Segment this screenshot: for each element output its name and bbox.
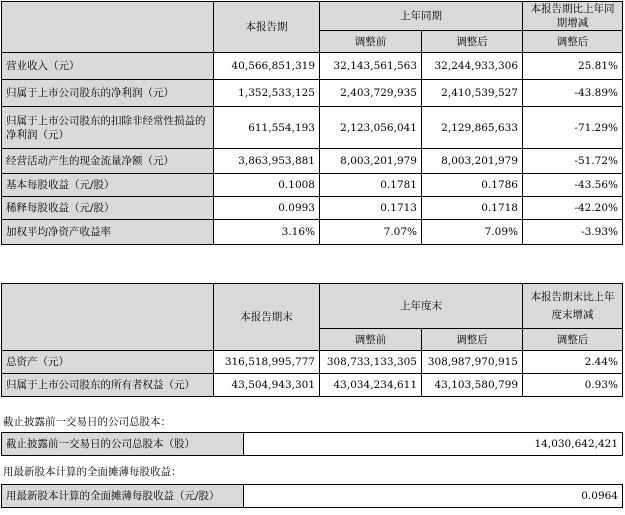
row-value: 7.09%	[422, 220, 523, 245]
row-label: 经营活动产生的现金流量净额（元）	[2, 149, 214, 174]
row-label: 归属于上市公司股东的扣除非经常性损益的净利润（元）	[2, 107, 214, 149]
row-value: -51.72%	[523, 149, 623, 174]
header-after-adjust: 调整后	[422, 31, 523, 53]
diluted-eps-label: 用最新股本计算的全面摊薄每股收益（元/股）	[2, 485, 244, 508]
header-period-end: 本报告期末	[214, 284, 320, 351]
row-label: 基本每股收益（元/股）	[2, 174, 214, 197]
income-table	[1, 1, 623, 245]
header-blank	[2, 284, 214, 351]
header-prev-period: 上年同期	[320, 2, 523, 31]
row-label: 归属于上市公司股东的净利润（元）	[2, 80, 214, 107]
row-value: 0.1718	[422, 197, 523, 220]
row-value: 308,987,970,915	[422, 351, 523, 374]
header-change: 本报告期比上年同期增减	[523, 2, 623, 31]
row-value: 32,244,933,306	[422, 53, 523, 80]
row-label: 总资产（元）	[2, 351, 214, 374]
header-current-period: 本报告期	[214, 2, 320, 53]
note-diluted-eps: 用最新股本计算的全面摊薄每股收益：	[3, 466, 182, 478]
total-shares-value: 14,030,642,421	[244, 433, 623, 456]
header-after-adjust-change: 调整后	[523, 31, 623, 53]
row-value: 43,034,234,611	[320, 374, 422, 397]
table-row	[2, 197, 623, 220]
total-shares-label: 截止披露前一交易日的公司总股本（股）	[2, 433, 244, 456]
row-label: 稀释每股收益（元/股）	[2, 197, 214, 220]
row-value: -71.29%	[523, 107, 623, 149]
row-label: 营业收入（元）	[2, 53, 214, 80]
row-value: 2.44%	[523, 351, 623, 374]
row-value: 43,504,943,301	[214, 374, 320, 397]
row-value: 8,003,201,979	[422, 149, 523, 174]
total-shares-table	[1, 432, 623, 456]
table-row	[2, 149, 623, 174]
table-row	[2, 80, 623, 107]
header-after-adjust: 调整后	[422, 329, 523, 351]
row-value: -3.93%	[523, 220, 623, 245]
row-value: 2,403,729,935	[320, 80, 422, 107]
table-row	[2, 174, 623, 197]
row-value: 0.0993	[214, 197, 320, 220]
note-total-shares: 截止披露前一交易日的公司总股本：	[3, 416, 171, 428]
income-table-body	[2, 53, 623, 245]
row-value: 43,103,580,799	[422, 374, 523, 397]
table-row	[2, 107, 623, 149]
row-value: 25.81%	[523, 53, 623, 80]
row-value: -43.89%	[523, 80, 623, 107]
table-row	[2, 374, 623, 397]
diluted-eps-value: 0.0964	[244, 485, 623, 508]
row-value: 3,863,953,881	[214, 149, 320, 174]
header-before-adjust: 调整前	[320, 31, 422, 53]
table-row	[2, 351, 623, 374]
row-value: 2,129,865,633	[422, 107, 523, 149]
header-before-adjust: 调整前	[320, 329, 422, 351]
row-value: 40,566,851,319	[214, 53, 320, 80]
row-value: 2,410,539,527	[422, 80, 523, 107]
row-value: 308,733,133,305	[320, 351, 422, 374]
row-value: 7.07%	[320, 220, 422, 245]
row-value: 2,123,056,041	[320, 107, 422, 149]
row-value: 1,352,533,125	[214, 80, 320, 107]
row-value: 316,518,995,777	[214, 351, 320, 374]
row-value: -42.20%	[523, 197, 623, 220]
header-prev-year-end: 上年度末	[320, 284, 523, 329]
row-label: 归属于上市公司股东的所有者权益（元）	[2, 374, 214, 397]
header-blank	[2, 2, 214, 53]
row-value: 0.1713	[320, 197, 422, 220]
row-value: 3.16%	[214, 220, 320, 245]
balance-table	[1, 283, 623, 397]
table-row	[2, 53, 623, 80]
table-row	[2, 220, 623, 245]
diluted-eps-table	[1, 484, 623, 508]
row-value: 8,003,201,979	[320, 149, 422, 174]
header-change: 本报告期末比上年度末增减	[523, 284, 623, 329]
row-label: 加权平均净资产收益率	[2, 220, 214, 245]
row-value: 611,554,193	[214, 107, 320, 149]
row-value: 32,143,561,563	[320, 53, 422, 80]
row-value: 0.1008	[214, 174, 320, 197]
row-value: 0.1781	[320, 174, 422, 197]
row-value: 0.1786	[422, 174, 523, 197]
row-value: -43.56%	[523, 174, 623, 197]
header-after-adjust-change: 调整后	[523, 329, 623, 351]
balance-table-body	[2, 351, 623, 397]
row-value: 0.93%	[523, 374, 623, 397]
